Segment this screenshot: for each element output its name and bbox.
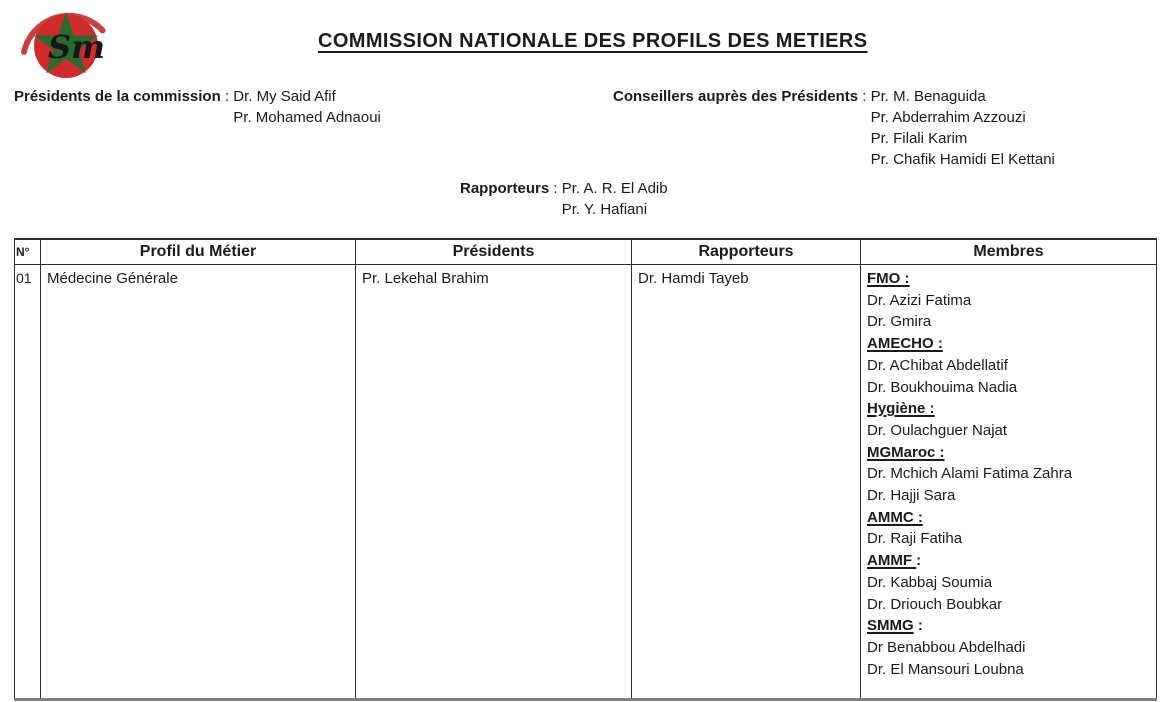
presidents-block bbox=[14, 86, 381, 128]
member-group-heading: AMMF : bbox=[867, 552, 922, 570]
column-header-rapporteurs: Rapporteurs bbox=[632, 239, 861, 265]
table-row bbox=[15, 265, 1157, 700]
rapporteurs-block bbox=[460, 178, 668, 220]
member-name: Dr. El Mansouri Loubna bbox=[867, 660, 1024, 678]
name-line: Pr. Filali Karim bbox=[870, 130, 968, 147]
name-line: Dr. My Said Afif bbox=[233, 88, 336, 105]
presidents-names bbox=[233, 86, 381, 128]
column-header-num: N° bbox=[15, 239, 41, 265]
name-line: Pr. Abderrahim Azzouzi bbox=[870, 109, 1026, 126]
member-name: Dr. Driouch Boubkar bbox=[867, 595, 1003, 613]
member-name: Dr. Azizi Fatima bbox=[867, 291, 972, 309]
presidents-separator: : bbox=[220, 88, 234, 105]
conseillers-separator: : bbox=[858, 88, 871, 105]
member-group-heading: AMECHO : bbox=[867, 335, 943, 353]
smsm-logo-icon bbox=[16, 0, 108, 80]
name-line: Pr. Mohamed Adnaoui bbox=[233, 109, 381, 126]
table-header-row bbox=[15, 239, 1157, 265]
member-group-heading: SMMG : bbox=[867, 617, 923, 635]
name-line: Pr. Y. Hafiani bbox=[561, 201, 648, 218]
member-group-heading: Hygiène : bbox=[867, 400, 935, 418]
member-name: Dr. Hajji Sara bbox=[867, 487, 956, 505]
column-header-profil: Profil du Métier bbox=[41, 239, 356, 265]
conseillers-names bbox=[871, 86, 1055, 170]
member-name: Dr. Kabbaj Soumia bbox=[867, 573, 993, 591]
cell-rapporteur: Dr. Hamdi Tayeb bbox=[632, 265, 861, 700]
member-name: Dr. Raji Fatiha bbox=[867, 530, 963, 548]
member-group-heading: FMO : bbox=[867, 270, 910, 287]
rapporteurs-names bbox=[562, 178, 668, 220]
rapporteurs-label: Rapporteurs bbox=[460, 180, 550, 197]
member-name: Dr. AChibat Abdellatif bbox=[867, 356, 1008, 374]
cell-president: Pr. Lekehal Brahim bbox=[356, 265, 632, 700]
column-header-membres: Membres bbox=[861, 239, 1157, 265]
members-list bbox=[867, 268, 1152, 680]
cell-num: 01 bbox=[15, 265, 41, 700]
column-header-presidents: Présidents bbox=[356, 239, 632, 265]
member-name: Dr Benabbou Abdelhadi bbox=[867, 638, 1026, 656]
name-line: Pr. Chafik Hamidi El Kettani bbox=[870, 151, 1055, 168]
cell-profil: Médecine Générale bbox=[41, 265, 356, 700]
cell-membres bbox=[861, 265, 1157, 700]
member-name: Dr. Boukhouima Nadia bbox=[867, 378, 1018, 396]
conseillers-label: Conseillers auprès des Présidents bbox=[613, 88, 859, 105]
rapporteurs-separator: : bbox=[549, 180, 562, 197]
member-name: Dr. Gmira bbox=[867, 313, 932, 331]
page-title: COMMISSION NATIONALE DES PROFILS DES METIERS bbox=[318, 30, 868, 52]
member-group-heading: MGMaroc : bbox=[867, 443, 945, 461]
member-name: Dr. Mchich Alami Fatima Zahra bbox=[867, 465, 1073, 483]
presidents-label: Présidents de la commission bbox=[14, 88, 221, 105]
logo-monogram: Sm bbox=[48, 28, 105, 66]
name-line: Pr. M. Benaguida bbox=[870, 88, 986, 105]
conseillers-block bbox=[613, 86, 1055, 170]
member-group-heading: AMMC : bbox=[867, 508, 923, 526]
name-line: Pr. A. R. El Adib bbox=[561, 180, 668, 197]
member-name: Dr. Oulachguer Najat bbox=[867, 421, 1008, 439]
profils-metiers-table bbox=[14, 238, 1157, 701]
